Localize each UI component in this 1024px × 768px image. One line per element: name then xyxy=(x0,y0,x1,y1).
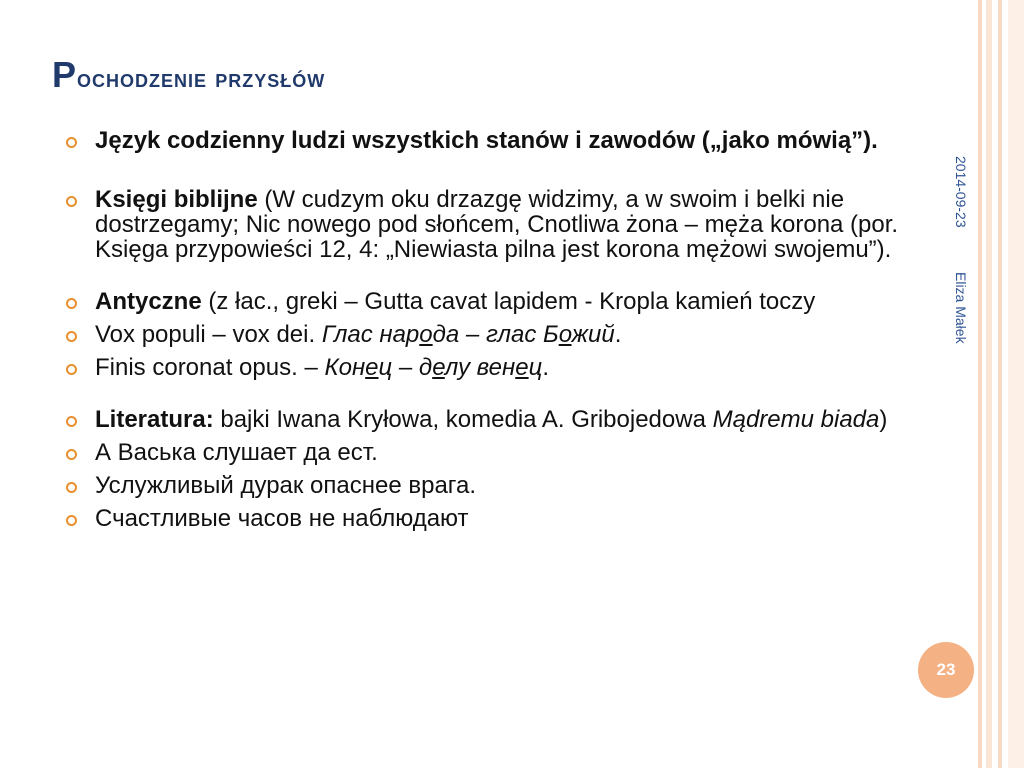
item-italic-text: да – глас Б xyxy=(432,321,559,348)
item-bold-text: Antyczne xyxy=(95,288,202,315)
item-stressed-letter: е xyxy=(432,354,445,381)
item-text: ) xyxy=(879,406,888,433)
item-text: bajki Iwana Kryłowa, komedia A. Gribojedowa xyxy=(213,406,713,433)
item-stressed-letter: о xyxy=(419,321,433,348)
item-stressed-letter: е xyxy=(515,354,529,381)
item-italic-text: Mądremu biada xyxy=(712,406,880,433)
bullet-icon xyxy=(66,416,77,427)
item-bold-text: Księgi biblijne xyxy=(95,186,258,213)
item-text: (z łac., greki – Gutta cavat lapidem - Kropla kamień toczy xyxy=(201,288,816,315)
item-bold-text: Literatura: xyxy=(95,406,214,433)
slide-title xyxy=(52,54,325,96)
bullet-icon xyxy=(66,515,77,526)
item-text: Услужливый дурак опаснее врага. xyxy=(95,472,477,499)
list-item xyxy=(66,187,946,262)
bullet-list xyxy=(66,128,946,531)
item-stressed-letter: е xyxy=(365,354,379,381)
list-item xyxy=(66,473,946,498)
page-number-badge xyxy=(918,642,974,698)
list-item xyxy=(66,355,946,380)
bullet-icon xyxy=(66,449,77,460)
bullet-icon xyxy=(66,331,77,342)
list-item xyxy=(66,506,946,531)
item-italic-text: Глас нар xyxy=(321,321,420,348)
item-text: Finis coronat opus. – xyxy=(95,354,325,381)
item-text: . xyxy=(542,354,550,381)
slide-title-initial: P xyxy=(52,54,78,95)
bullet-icon xyxy=(66,482,77,493)
list-item xyxy=(66,407,946,432)
slide-date: 2014-09-23 xyxy=(953,156,969,228)
item-text: Счастливые часов не наблюдают xyxy=(95,505,469,532)
item-italic-text: ц – д xyxy=(378,354,433,381)
item-text: Vox populi – vox dei. xyxy=(95,321,322,348)
item-italic-text: Кон xyxy=(324,354,366,381)
page-number: 23 xyxy=(936,660,956,679)
item-italic-text: жий xyxy=(571,321,615,348)
decorative-stripe xyxy=(986,0,992,768)
bullet-icon xyxy=(66,137,77,148)
bullet-icon xyxy=(66,298,77,309)
item-italic-text: лу вен xyxy=(444,354,516,381)
item-text: (W cudzym oku drzazgę widzimy, a w swoim i belki nie dostrzegamy; Nic nowego pod słońcem, Cnotliwa żona – męża korona (por. Księga przypowieści 12, 4: „Niewiasta pilna jest korona mężowi swojemu”). xyxy=(95,186,899,263)
list-item xyxy=(66,128,946,153)
bullet-icon xyxy=(66,196,77,207)
decorative-stripe xyxy=(1008,0,1024,768)
item-italic-text: ц xyxy=(528,354,543,381)
bullet-icon xyxy=(66,364,77,375)
list-item xyxy=(66,440,946,465)
slide-title-rest: ochodzenie przysłów xyxy=(77,63,326,93)
item-text: . xyxy=(614,321,622,348)
item-text: А Васька слушает да ест. xyxy=(95,439,378,466)
slide-author: Eliza Małek xyxy=(953,272,969,344)
decorative-stripe xyxy=(998,0,1002,768)
item-stressed-letter: о xyxy=(558,321,572,348)
decorative-stripe xyxy=(978,0,982,768)
item-bold-text: Język codzienny ludzi wszystkich stanów i zawodów („jako mówią”). xyxy=(95,127,878,154)
list-item xyxy=(66,289,946,314)
list-item xyxy=(66,322,946,347)
